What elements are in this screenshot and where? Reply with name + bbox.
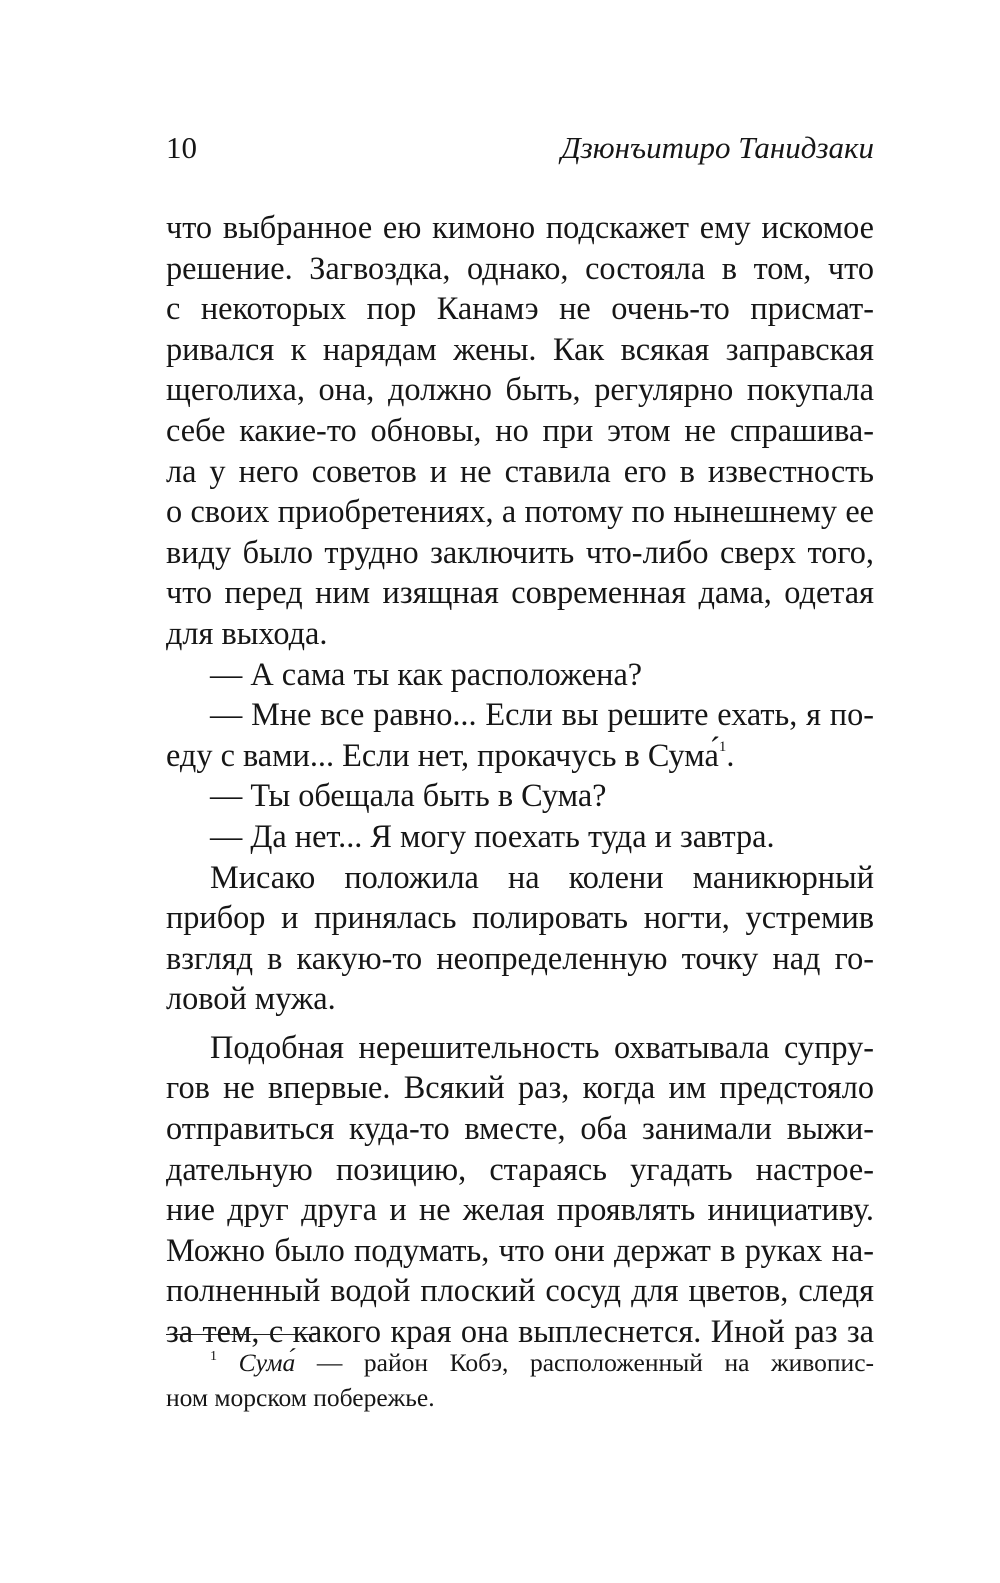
text-line-content: еду с вами... Если нет, прокачусь в Сума́ [166,736,719,773]
text-line: ла у него советов и не ставила его в известность [166,452,874,489]
text-line: ловой мужа. [166,980,336,1017]
footnote-text: — район Кобэ, расположенный на живопис- [295,1348,874,1377]
body-text [166,207,874,1352]
text-line: еду с вами... Если нет, прокачусь в Сума́$^1$. [166,736,735,773]
footnote-line [166,1345,874,1380]
dialogue-line: — Да нет... Я могу поехать туда и завтра. [210,817,775,854]
dialogue-line: — Ты обещала быть в Сума? [210,777,607,814]
footnote-term: Сума́ [238,1348,296,1377]
text-line: Можно было подумать, что они держат в руках на- [166,1231,874,1268]
text-line: виду было трудно заключить что-либо сверх того, [166,533,874,570]
text-line: Подобная нерешительность охватывала супру- [210,1028,874,1065]
page-header [166,128,874,168]
text-line: за тем, с какого края она выплеснется. Иной раз за [166,1313,874,1350]
text-line: дательную позицию, стараясь угадать настрое- [166,1150,874,1187]
footnote-marker: 1 [210,1349,217,1364]
text-line: ривался к нарядам жены. Как всякая заправская [166,330,874,367]
page-number: 10 [166,130,197,165]
dialogue-line: — А сама ты как расположена? [210,655,643,692]
text-line: себе какие-то обновы, но при этом не спрашива- [166,411,874,448]
text-line: Мисако положила на колени маникюрный [210,858,874,895]
footnote-reference[interactable]: 1 [718,738,727,755]
footnote-line: ном морском побережье. [166,1383,435,1412]
text-line: решение. Загвоздка, однако, состояла в том, что [166,249,874,286]
text-line: для выхода. [166,614,328,651]
text-line: с некоторых пор Канамэ не очень-то присмат- [166,290,874,327]
footnote [166,1345,874,1415]
text-line: щеголиха, она, должно быть, регулярно покупала [166,371,874,408]
text-line: прибор и принялась полировать ногти, устремив [166,899,874,936]
footnote-divider [166,1334,316,1335]
text-line: гов не впервые. Всякий раз, когда им предстояло [166,1069,874,1106]
dialogue-line: — Мне все равно... Если вы решите ехать, я по- [210,696,874,733]
text-line: что перед ним изящная современная дама, одетая [166,574,874,611]
text-line: что выбранное ею кимоно подскажет ему искомое [166,209,874,245]
text-line: отправиться куда-то вместе, оба занимали выжи- [166,1110,874,1147]
text-line: взгляд в какую-то неопределенную точку над го- [166,939,874,976]
text-line: полненный водой плоский сосуд для цветов, следя [166,1272,874,1309]
running-title: Дзюнъитиро Танидзаки [560,130,874,165]
text-line: о своих приобретениях, а потому по нынешнему ее [166,493,874,530]
text-line: ние друг друга и не желая проявлять инициативу. [166,1191,874,1228]
